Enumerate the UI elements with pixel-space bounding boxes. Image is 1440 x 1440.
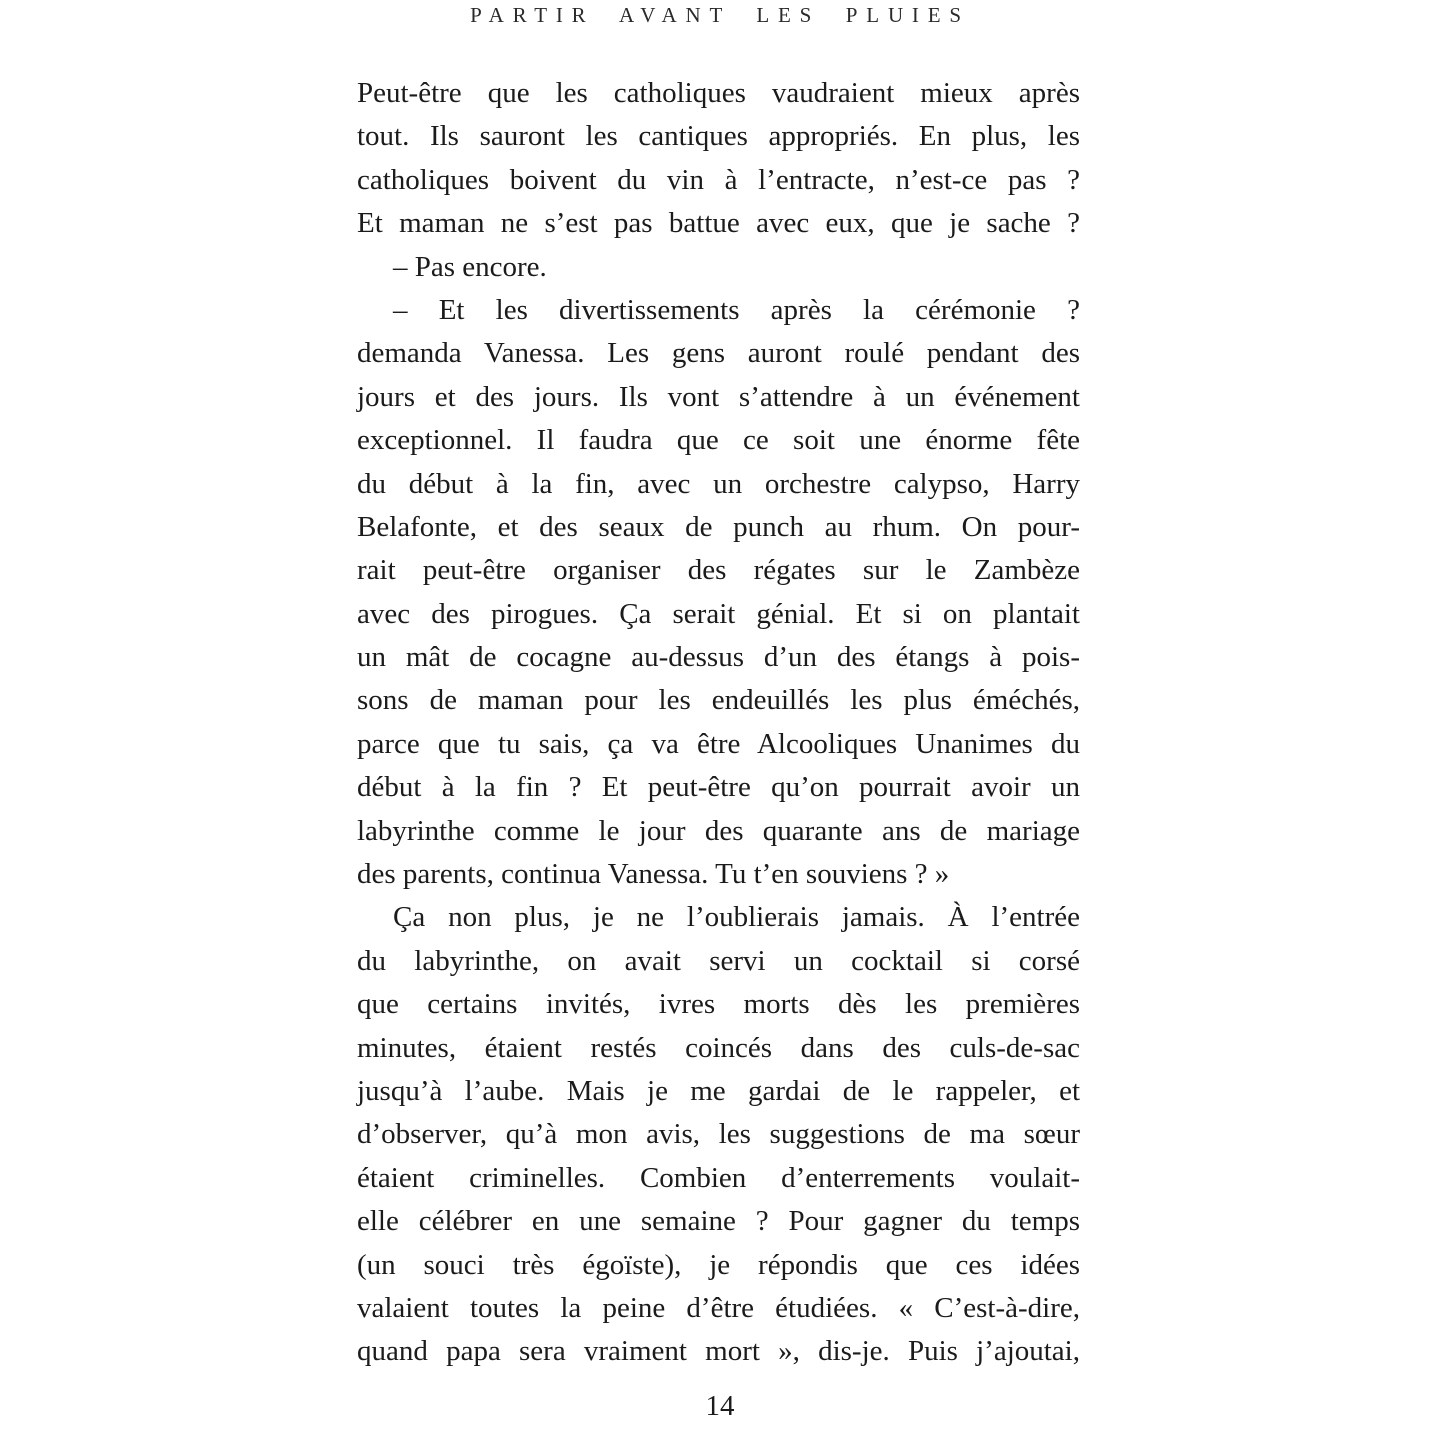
text-line: rait peut-être organiser des régates sur le Zambèze <box>357 554 1080 587</box>
text-line: catholiques boivent du vin à l’entracte, n’est-ce pas ? <box>357 163 1080 196</box>
body-text <box>357 72 1080 1374</box>
text-line: Peut-être que les catholiques vaudraient mieux après <box>357 77 1080 109</box>
text-line: étaient criminelles. Combien d’enterrements voulait- <box>357 1161 1080 1194</box>
text-line: minutes, étaient restés coincés dans des culs-de-sac <box>357 1031 1080 1064</box>
text-line: quand papa sera vraiment mort », dis-je. Puis j’ajoutai, <box>357 1335 1080 1368</box>
text-line: valaient toutes la peine d’être étudiées. « C’est-à-dire, <box>357 1291 1080 1324</box>
text-line: que certains invités, ivres morts dès les premières <box>357 988 1080 1021</box>
text-line: jusqu’à l’aube. Mais je me gardai de le rappeler, et <box>357 1074 1080 1107</box>
text-line: exceptionnel. Il faudra que ce soit une énorme fête <box>357 424 1080 457</box>
text-line: (un souci très égoïste), je répondis que ces idées <box>357 1248 1080 1281</box>
text-line: labyrinthe comme le jour des quarante ans de mariage <box>357 814 1080 847</box>
text-line: tout. Ils sauront les cantiques appropriés. En plus, les <box>357 120 1080 153</box>
running-header: PARTIR AVANT LES PLUIES <box>470 3 970 27</box>
text-line: Et maman ne s’est pas battue avec eux, que je sache ? <box>357 207 1080 240</box>
text-line: des parents, continua Vanessa. Tu t’en souviens ? » <box>357 858 950 891</box>
text-line: avec des pirogues. Ça serait génial. Et si on plantait <box>357 597 1080 630</box>
text-line: début à la fin ? Et peut-être qu’on pourrait avoir un <box>357 771 1080 804</box>
text-line: du début à la fin, avec un orchestre calypso, Harry <box>357 467 1080 500</box>
text-line: d’observer, qu’à mon avis, les suggestions de ma sœur <box>357 1118 1080 1151</box>
text-line: du labyrinthe, on avait servi un cocktail si corsé <box>357 944 1080 977</box>
text-line: – Et les divertissements après la cérémonie ? <box>393 293 1080 326</box>
text-line: – Pas encore. <box>393 250 547 283</box>
page-number: 14 <box>705 1390 735 1422</box>
text-line: parce que tu sais, ça va être Alcooliques Unanimes du <box>357 727 1080 760</box>
text-line: Ça non plus, je ne l’oublierais jamais. À l’entrée <box>393 901 1080 934</box>
text-line: jours et des jours. Ils vont s’attendre à un événement <box>357 380 1080 413</box>
text-line: un mât de cocagne au-dessus d’un des étangs à pois- <box>357 641 1080 674</box>
text-line: demanda Vanessa. Les gens auront roulé pendant des <box>357 337 1080 370</box>
text-line: Belafonte, et des seaux de punch au rhum. On pour- <box>357 510 1080 543</box>
text-line: sons de maman pour les endeuillés les plus éméchés, <box>357 684 1080 717</box>
text-line: elle célébrer en une semaine ? Pour gagner du temps <box>357 1205 1080 1238</box>
